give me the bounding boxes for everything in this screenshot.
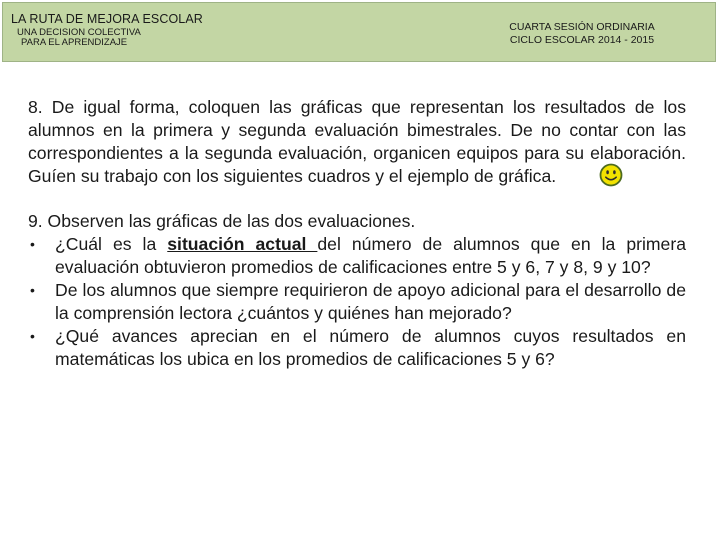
bullet-marker: • bbox=[30, 236, 35, 252]
school-cycle: CICLO ESCOLAR 2014 - 2015 bbox=[509, 34, 655, 46]
list-item bbox=[28, 279, 686, 325]
question-1-text-end: del número de alumnos que en la primera evaluación obtuvieron promedios de calificaciones entre 5 y 6, 7 y 8, 9 y 10? bbox=[55, 234, 686, 277]
question-1-text-start: ¿Cuál es la bbox=[55, 234, 168, 254]
header-subtitle-line1: UNA DECISION COLECTIVA bbox=[17, 27, 141, 38]
smiley-face-icon bbox=[599, 163, 623, 187]
bullet-marker: • bbox=[30, 328, 35, 344]
bullet-marker: • bbox=[30, 282, 35, 298]
item-8-paragraph bbox=[28, 96, 686, 188]
item-9-heading: 9. Observen las gráficas de las dos evaluaciones. bbox=[28, 211, 416, 231]
emphasis-text: situación actual bbox=[167, 234, 318, 254]
question-list bbox=[28, 233, 686, 371]
list-item bbox=[28, 233, 686, 279]
header-banner bbox=[2, 2, 716, 62]
header-subtitle-line2: PARA EL APRENDIZAJE bbox=[21, 37, 128, 48]
session-title: CUARTA SESIÓN ORDINARIA bbox=[509, 21, 655, 33]
item-8-text: 8. De igual forma, coloquen las gráficas que representan los resultados de los alumnos en la primera y segunda evaluación bimestrales. De no contar con las correspondientes a la segunda evaluación, organicen equipos para su elaboración. Guíen su trabajo con los siguientes cuadros y el ejemplo de gráfica. bbox=[28, 97, 686, 186]
header-title: LA RUTA DE MEJORA ESCOLAR bbox=[11, 12, 203, 26]
list-item bbox=[28, 325, 686, 371]
question-3-text: ¿Qué avances aprecian en el número de alumnos cuyos resultados en matemáticas los ubica en los promedios de calificaciones 5 y 6? bbox=[55, 326, 686, 369]
main-content bbox=[28, 96, 686, 371]
question-2-text: De los alumnos que siempre requirieron de apoyo adicional para el desarrollo de la comprensión lectora ¿cuántos y quiénes han mejorado? bbox=[55, 280, 686, 323]
